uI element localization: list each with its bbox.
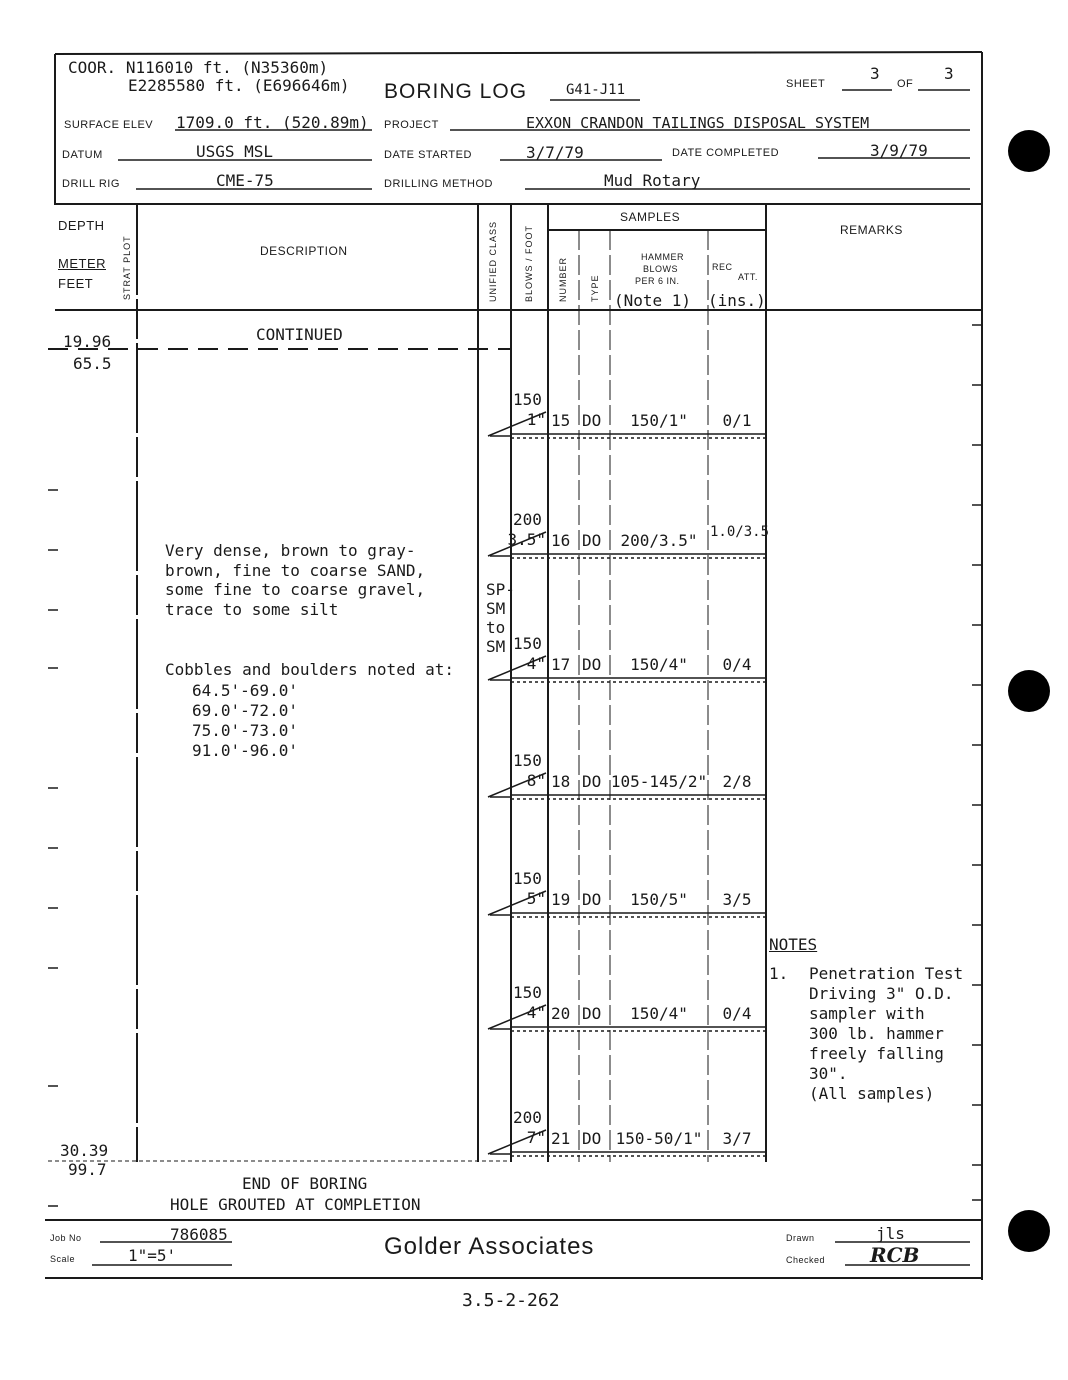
top-depth-meter: 19.96 (63, 332, 112, 351)
sample-blows-top: 200 (513, 510, 542, 529)
job-no-value: 786085 (170, 1225, 228, 1244)
sample-type: DO (582, 1004, 602, 1023)
sample-blows-top: 150 (513, 869, 542, 888)
sample-hammer-blows: 150-50/1" (615, 1129, 703, 1148)
checked-label: Checked (786, 1255, 826, 1265)
sample-number: 15 (551, 411, 571, 430)
col-hammer-per: PER 6 IN. (635, 276, 680, 286)
sample-blows-top: 200 (513, 1108, 542, 1127)
col-feet: FEET (58, 276, 94, 291)
sheet-label: SHEET (786, 78, 826, 90)
col-description: DESCRIPTION (260, 244, 348, 258)
note-number: 1. (769, 964, 789, 983)
unified-class-line: SP- (486, 580, 515, 599)
note-line: Penetration Test (809, 964, 964, 983)
coor-label: COOR. (68, 58, 117, 77)
top-depth-feet: 65.5 (73, 354, 112, 373)
sample-recovery: 2/8 (722, 772, 752, 791)
surface-elev-label: SURFACE ELEV (64, 119, 154, 131)
sample-blows-top: 150 (513, 751, 542, 770)
cobble-range: 91.0'-96.0' (192, 741, 298, 760)
drill-rig-value: CME-75 (216, 171, 274, 190)
sample-recovery: 0/4 (722, 1004, 752, 1023)
drawn-value: jls (876, 1224, 905, 1243)
col-number: NUMBER (558, 256, 568, 302)
checked-signature: RCB (870, 1243, 920, 1267)
sample-blows-bottom: 1" (526, 410, 546, 429)
unified-class-line: SM (486, 599, 506, 618)
sample-type: DO (582, 531, 602, 550)
description-line: brown, fine to coarse SAND, (165, 560, 426, 580)
note-line: freely falling (809, 1044, 944, 1063)
sample-blows-bottom: 3.5" (507, 530, 546, 549)
col-meter: METER (58, 256, 106, 271)
hole-punch-mark (1008, 1210, 1050, 1252)
description-line: Very dense, brown to gray- (165, 541, 416, 560)
sample-blows-bottom: 4" (526, 1003, 546, 1022)
sample-blows-top: 150 (513, 983, 542, 1002)
surface-elev-value: 1709.0 ft. (520.89m) (176, 113, 369, 132)
sample-type: DO (582, 1129, 602, 1148)
date-completed-value: 3/9/79 (870, 141, 928, 160)
sheet-number: 3 (870, 64, 880, 83)
sample-recovery: 3/5 (722, 890, 752, 909)
sample-type: DO (582, 411, 602, 430)
cobbles-label: Cobbles and boulders noted at: (165, 660, 454, 679)
soil-description (165, 541, 425, 619)
scale-label: Scale (50, 1254, 76, 1264)
drill-rig-label: DRILL RIG (62, 178, 120, 190)
job-no-label: Job No (50, 1233, 82, 1243)
coor-east: E2285580 ft. (E696646m) (128, 76, 350, 95)
boring-id: G41-J11 (566, 82, 626, 98)
scale-value: 1"=5' (128, 1246, 177, 1265)
sample-blows-bottom: 7" (526, 1128, 546, 1147)
col-type: TYPE (590, 274, 600, 302)
description-line: some fine to coarse gravel, (165, 580, 426, 599)
sample-hammer-blows: 200/3.5" (620, 531, 698, 550)
col-hammer-note: (Note 1) (614, 291, 692, 310)
col-remarks: REMARKS (840, 223, 903, 237)
note-line: 30". (809, 1064, 848, 1083)
note-line: sampler with (809, 1004, 925, 1023)
bottom-depth-meter: 30.39 (60, 1141, 109, 1160)
col-samples: SAMPLES (620, 210, 681, 224)
page-number: 3.5-2-262 (462, 1290, 560, 1311)
sample-blows-top: 150 (513, 634, 542, 653)
sample-blows-bottom: 8" (526, 771, 546, 790)
bottom-depth-feet: 99.7 (68, 1160, 107, 1179)
sheet-total: 3 (944, 64, 954, 83)
sample-hammer-blows: 150/4" (630, 1004, 688, 1023)
date-started-label: DATE STARTED (384, 149, 472, 161)
col-blows-per-foot: BLOWS / FOOT (524, 224, 534, 302)
sample-blows-top: 150 (513, 390, 542, 409)
sample-number: 20 (551, 1004, 571, 1023)
sample-number: 17 (551, 655, 571, 674)
col-strat-plot: STRAT PLOT (122, 235, 132, 300)
col-rec-units: (ins.) (708, 291, 766, 310)
sample-recovery: 3/7 (722, 1129, 752, 1148)
sample-type: DO (582, 655, 602, 674)
note-line: Driving 3" O.D. (809, 984, 954, 1003)
hole-grouted: HOLE GROUTED AT COMPLETION (170, 1195, 421, 1214)
sample-blows-bottom: 5" (526, 889, 546, 908)
col-att: ATT. (738, 272, 758, 282)
sample-recovery: 1.0/3.5 (710, 524, 770, 540)
datum-label: DATUM (62, 149, 103, 161)
project-label: PROJECT (384, 119, 439, 131)
description-line: trace to some silt (165, 599, 339, 619)
drilling-method-label: DRILLING METHOD (384, 178, 493, 190)
unified-class-line: to (486, 618, 506, 637)
cobble-range: 64.5'-69.0' (192, 681, 298, 700)
sample-type: DO (582, 772, 602, 791)
sample-hammer-blows: 150/5" (630, 890, 688, 909)
end-of-boring: END OF BORING (242, 1174, 368, 1193)
col-rec: REC (712, 262, 733, 272)
coor-north: N116010 ft. (N35360m) (125, 58, 329, 77)
sample-number: 18 (551, 772, 571, 791)
company-name: Golder Associates (384, 1233, 595, 1260)
sample-type: DO (582, 890, 602, 909)
col-hammer-blows: BLOWS (643, 264, 679, 274)
of-label: OF (897, 78, 914, 90)
datum-value: USGS MSL (196, 142, 274, 161)
sample-number: 19 (551, 890, 571, 909)
page-title: BORING LOG (384, 80, 528, 103)
sample-hammer-blows: 150/4" (630, 655, 688, 674)
drawn-label: Drawn (786, 1233, 815, 1243)
drilling-method-value: Mud Rotary (604, 171, 701, 190)
notes-title: NOTES (769, 935, 818, 954)
cobbles-list (192, 681, 298, 761)
continued-label: CONTINUED (256, 325, 343, 344)
date-completed-label: DATE COMPLETED (672, 147, 780, 159)
cobble-range: 69.0'-72.0' (192, 701, 298, 720)
hole-punch-mark (1008, 670, 1050, 712)
project-value: EXXON CRANDON TAILINGS DISPOSAL SYSTEM (526, 114, 870, 132)
note-text (809, 964, 963, 1104)
sample-number: 21 (551, 1129, 571, 1148)
unified-class-value (486, 580, 515, 656)
col-depth: DEPTH (58, 218, 105, 233)
hole-punch-mark (1008, 130, 1050, 172)
col-unified-class: UNIFIED CLASS (488, 220, 498, 302)
date-started-value: 3/7/79 (526, 143, 584, 162)
col-hammer: HAMMER (641, 252, 684, 262)
sample-number: 16 (551, 531, 571, 550)
note-line: 300 lb. hammer (809, 1024, 944, 1043)
sample-recovery: 0/4 (722, 655, 752, 674)
sample-blows-bottom: 4" (526, 654, 546, 673)
note-line: (All samples) (809, 1084, 935, 1103)
sample-hammer-blows: 150/1" (630, 411, 688, 430)
cobble-range: 75.0'-73.0' (192, 721, 298, 740)
sample-hammer-blows: 105-145/2" (610, 772, 708, 791)
sample-recovery: 0/1 (722, 411, 752, 430)
unified-class-line: SM (486, 637, 506, 656)
